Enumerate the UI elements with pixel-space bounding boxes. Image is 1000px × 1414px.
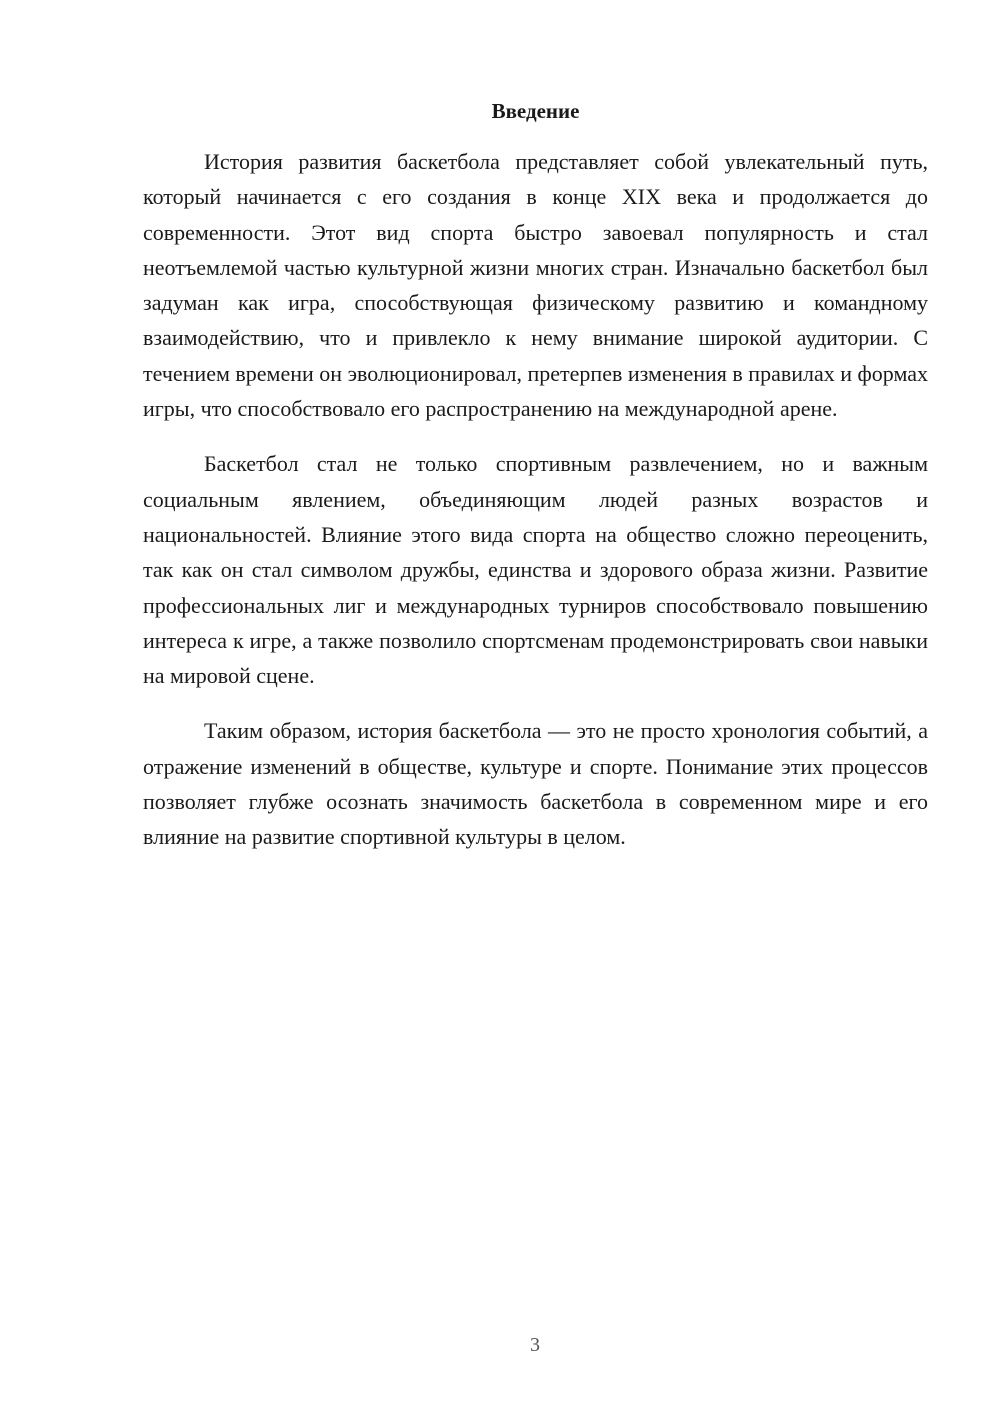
- paragraph-1: История развития баскетбола представляет собой увлекательный путь, который начинается с его создания в конце XIX века и продолжается до современности. Этот вид спорта быстро завоевал популярность и стал неотъемлемой частью культурной жизни многих стран. Изначально баскетбол был задуман как игра, способствующая физическому развитию и командному взаимодействию, что и привлекло к нему внимание широкой аудитории. С течением времени он эволюционировал, претерпев изменения в правилах и формах игры, что способствовало его распространению на международной арене.: [143, 149, 928, 422]
- page-content: [143, 96, 928, 875]
- paragraph-3: Таким образом, история баскетбола — это не просто хронология событий, а отражение изменений в обществе, культуре и спорте. Понимание этих процессов позволяет глубже осознать значимость баскетбола в современном мире и его влияние на развитие спортивной культуры в целом.: [143, 718, 928, 850]
- page-number: 3: [530, 1334, 540, 1356]
- section-title: Введение: [491, 99, 580, 123]
- paragraph-2: Баскетбол стал не только спортивным развлечением, но и важным социальным явлением, объединяющим людей разных возрастов и национальностей. Влияние этого вида спорта на общество сложно переоценить, так как он стал символом дружбы, единства и здорового образа жизни. Развитие профессиональных лиг и международных турниров способствовало повышению интереса к игре, а также позволило спортсменам продемонстрировать свои навыки на мировой сцене.: [143, 451, 928, 689]
